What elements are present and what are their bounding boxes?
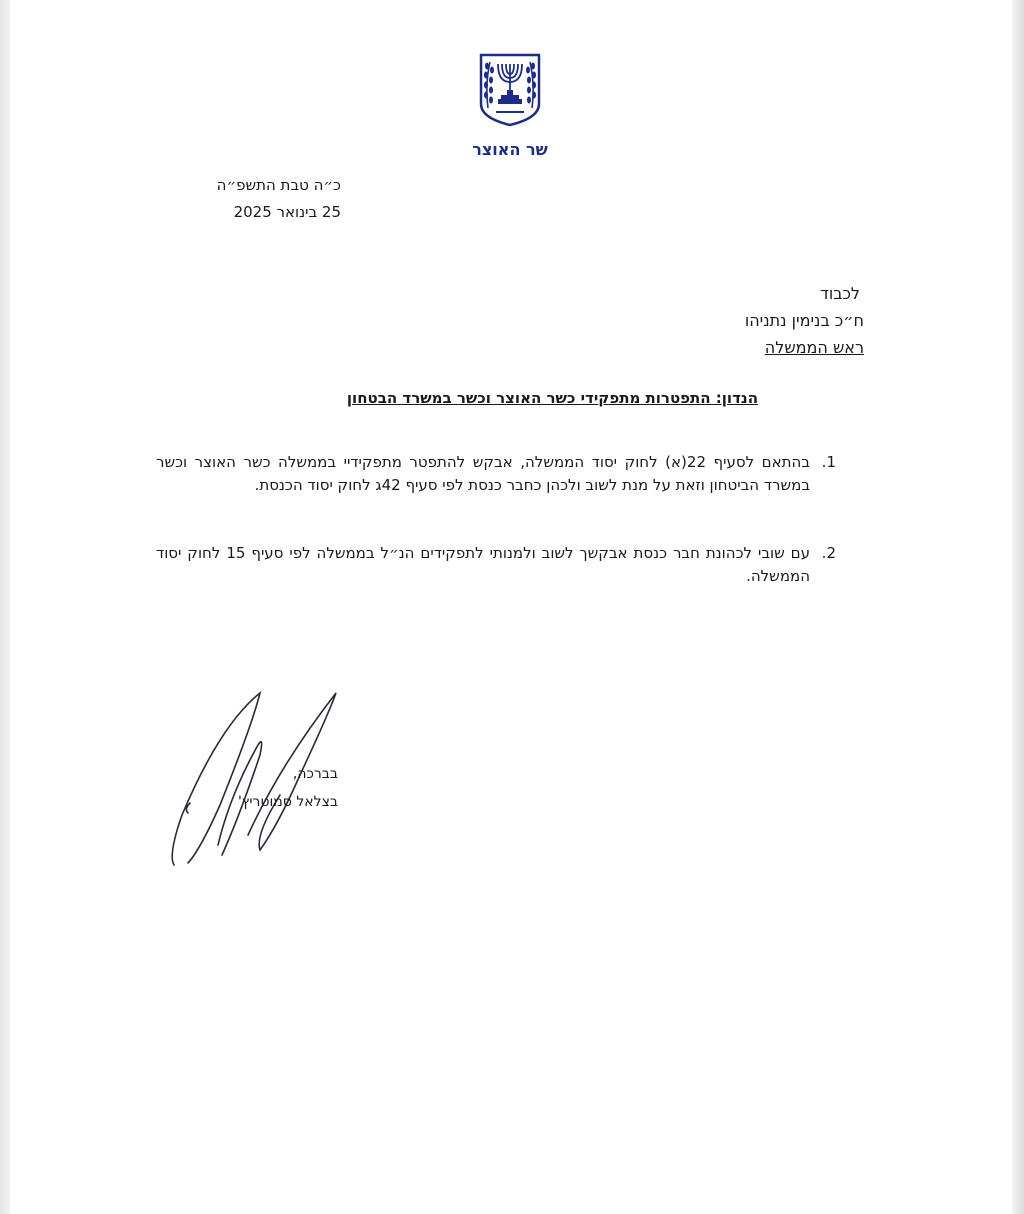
salutation: לכבוד — [820, 284, 860, 303]
date-block — [101, 172, 341, 226]
gregorian-date: 25 בינואר 2025 — [233, 203, 341, 221]
list-item — [156, 542, 836, 588]
item-number: 1. — [821, 453, 836, 471]
recipient-name: ח״כ בנימין נתניהו — [744, 311, 864, 330]
closing-greeting: בברכה, — [292, 766, 338, 782]
signer-name: בצלאל סמוטריץ' — [237, 794, 338, 810]
recipient-block — [564, 280, 864, 361]
subject-line: הנדון: התפטרות מתפקידי כשר האוצר וכשר במשרד הבטחון — [346, 389, 758, 407]
numbered-items — [156, 451, 836, 588]
item-text: בהתאם לסעיף 22(א) לחוק יסוד הממשלה, אבקש להתפטר מתפקידיי בממשלה כשר האוצר וכשר במשרד הביטחון וזאת על מנת לשוב ולכהן כחבר כנסת לפי סעיף 42ג לחוק יסוד הכנסת. — [156, 453, 810, 494]
item-number: 2. — [821, 544, 836, 562]
closing-block — [138, 760, 338, 816]
office-title: שר האוצר — [472, 140, 548, 159]
page-edge-left — [0, 0, 10, 1214]
item-text: עם שובי לכהונת חבר כנסת אבקשך לשוב ולמנותי לתפקידים הנ״ל בממשלה לפי סעיף 15 לחוק יסוד הממשלה. — [156, 544, 810, 585]
emblem-icon — [478, 52, 542, 128]
page-edge-right — [1012, 0, 1024, 1214]
recipient-title: ראש הממשלה — [764, 338, 864, 357]
hebrew-date: כ״ה טבת התשפ״ה — [216, 176, 341, 194]
list-item — [156, 451, 836, 497]
